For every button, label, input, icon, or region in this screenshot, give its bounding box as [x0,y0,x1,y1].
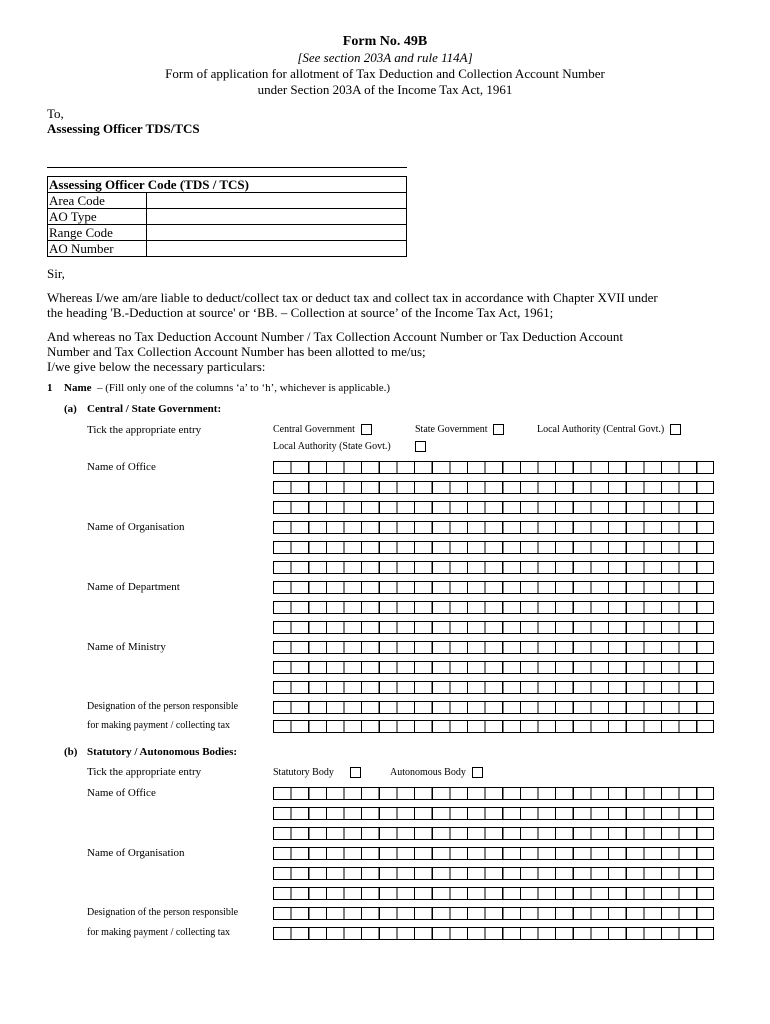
addressee-officer: Assessing Officer TDS/TCS [47,121,200,136]
designation-input[interactable] [273,701,714,714]
part-a-heading: Central / State Government: [87,403,222,415]
organisation-name-input[interactable] [273,541,714,554]
designation-input[interactable] [273,907,714,920]
department-name-input[interactable] [273,621,714,634]
ao-row-label: Area Code [48,193,147,209]
address-line [47,167,407,168]
field-label-office: Name of Office [87,787,156,799]
para1-line1: Whereas I/we am/are liable to deduct/collect tax or deduct tax and collect tax in accordance with Chapter XVII under [47,290,658,305]
state-government-checkbox[interactable] [493,424,504,435]
option-local-authority-state [273,441,426,452]
option-label: Local Authority (Central Govt.) [537,424,665,435]
designation-input[interactable] [273,720,714,733]
designation-label-line2: for making payment / collecting tax [87,927,231,938]
option-label: Central Government [273,424,355,435]
ao-row-label: AO Type [48,209,147,225]
ministry-name-input[interactable] [273,661,714,674]
para1-line2: the heading 'B.-Deduction at source' or ‘BB. – Collection at source’ of the Income Tax Act, 1961; [47,305,554,320]
option-local-authority-central [537,424,681,435]
designation-label-line1: Designation of the person responsible [87,701,239,712]
office-name-input[interactable] [273,461,714,474]
local-authority-central-checkbox[interactable] [670,424,681,435]
organisation-name-input[interactable] [273,887,714,900]
autonomous-body-checkbox[interactable] [472,767,483,778]
part-a-tick-label: Tick the appropriate entry [87,424,202,436]
option-label: Local Authority (State Govt.) [273,441,391,452]
form-subtitle: [See section 203A and rule 114A] [297,50,473,65]
organisation-name-input[interactable] [273,867,714,880]
para2-line1: And whereas no Tax Deduction Account Number / Tax Collection Account Number or Tax Deduction Account [47,329,623,344]
section1-label: Name [64,382,92,394]
office-name-input[interactable] [273,481,714,494]
option-state-government [415,424,504,435]
section1-number: 1 [47,382,53,394]
field-label-office: Name of Office [87,461,156,473]
ao-row-label: Range Code [48,225,147,241]
ao-table-heading: Assessing Officer Code (TDS / TCS) [48,177,407,193]
organisation-name-input[interactable] [273,561,714,574]
part-b-heading: Statutory / Autonomous Bodies: [87,746,238,758]
office-name-input[interactable] [273,787,714,800]
option-label: Statutory Body [273,767,334,778]
addressee-to: To, [47,106,64,121]
option-label: State Government [415,424,488,435]
designation-label-line2: for making payment / collecting tax [87,720,231,731]
part-b-tick-label: Tick the appropriate entry [87,766,202,778]
option-central-government [273,424,372,435]
ministry-name-input[interactable] [273,641,714,654]
form-description-line2: under Section 203A of the Income Tax Act, 1961 [257,82,513,97]
office-name-input[interactable] [273,827,714,840]
field-label-organisation: Name of Organisation [87,521,185,533]
part-a-marker: (a) [64,403,77,415]
ao-type-input[interactable] [147,209,407,225]
ministry-name-input[interactable] [273,681,714,694]
para2-line2: Number and Tax Collection Account Number has been allotted to me/us; [47,344,426,359]
field-label-department: Name of Department [87,581,180,593]
ao-row-label: AO Number [48,241,147,257]
ao-number-input[interactable] [147,241,407,257]
statutory-body-checkbox[interactable] [350,767,361,778]
department-name-input[interactable] [273,601,714,614]
ao-code-table [47,176,407,257]
local-authority-state-checkbox[interactable] [415,441,426,452]
field-label-ministry: Name of Ministry [87,641,166,653]
range-code-input[interactable] [147,225,407,241]
form-description-line1: Form of application for allotment of Tax Deduction and Collection Account Number [165,66,605,81]
option-statutory-body [273,767,361,778]
para2-line3: I/we give below the necessary particulars: [47,359,266,374]
department-name-input[interactable] [273,581,714,594]
central-government-checkbox[interactable] [361,424,372,435]
form-title: Form No. 49B [342,34,428,49]
designation-input[interactable] [273,927,714,940]
section1-note: – (Fill only one of the columns ‘a’ to ‘h’, whichever is applicable.) [97,382,391,394]
field-label-organisation: Name of Organisation [87,847,185,859]
option-label: Autonomous Body [390,767,466,778]
organisation-name-input[interactable] [273,847,714,860]
option-autonomous-body [390,767,483,778]
area-code-input[interactable] [147,193,407,209]
office-name-input[interactable] [273,501,714,514]
organisation-name-input[interactable] [273,521,714,534]
salutation: Sir, [47,266,65,281]
designation-label-line1: Designation of the person responsible [87,907,239,918]
part-b-marker: (b) [64,746,78,758]
office-name-input[interactable] [273,807,714,820]
